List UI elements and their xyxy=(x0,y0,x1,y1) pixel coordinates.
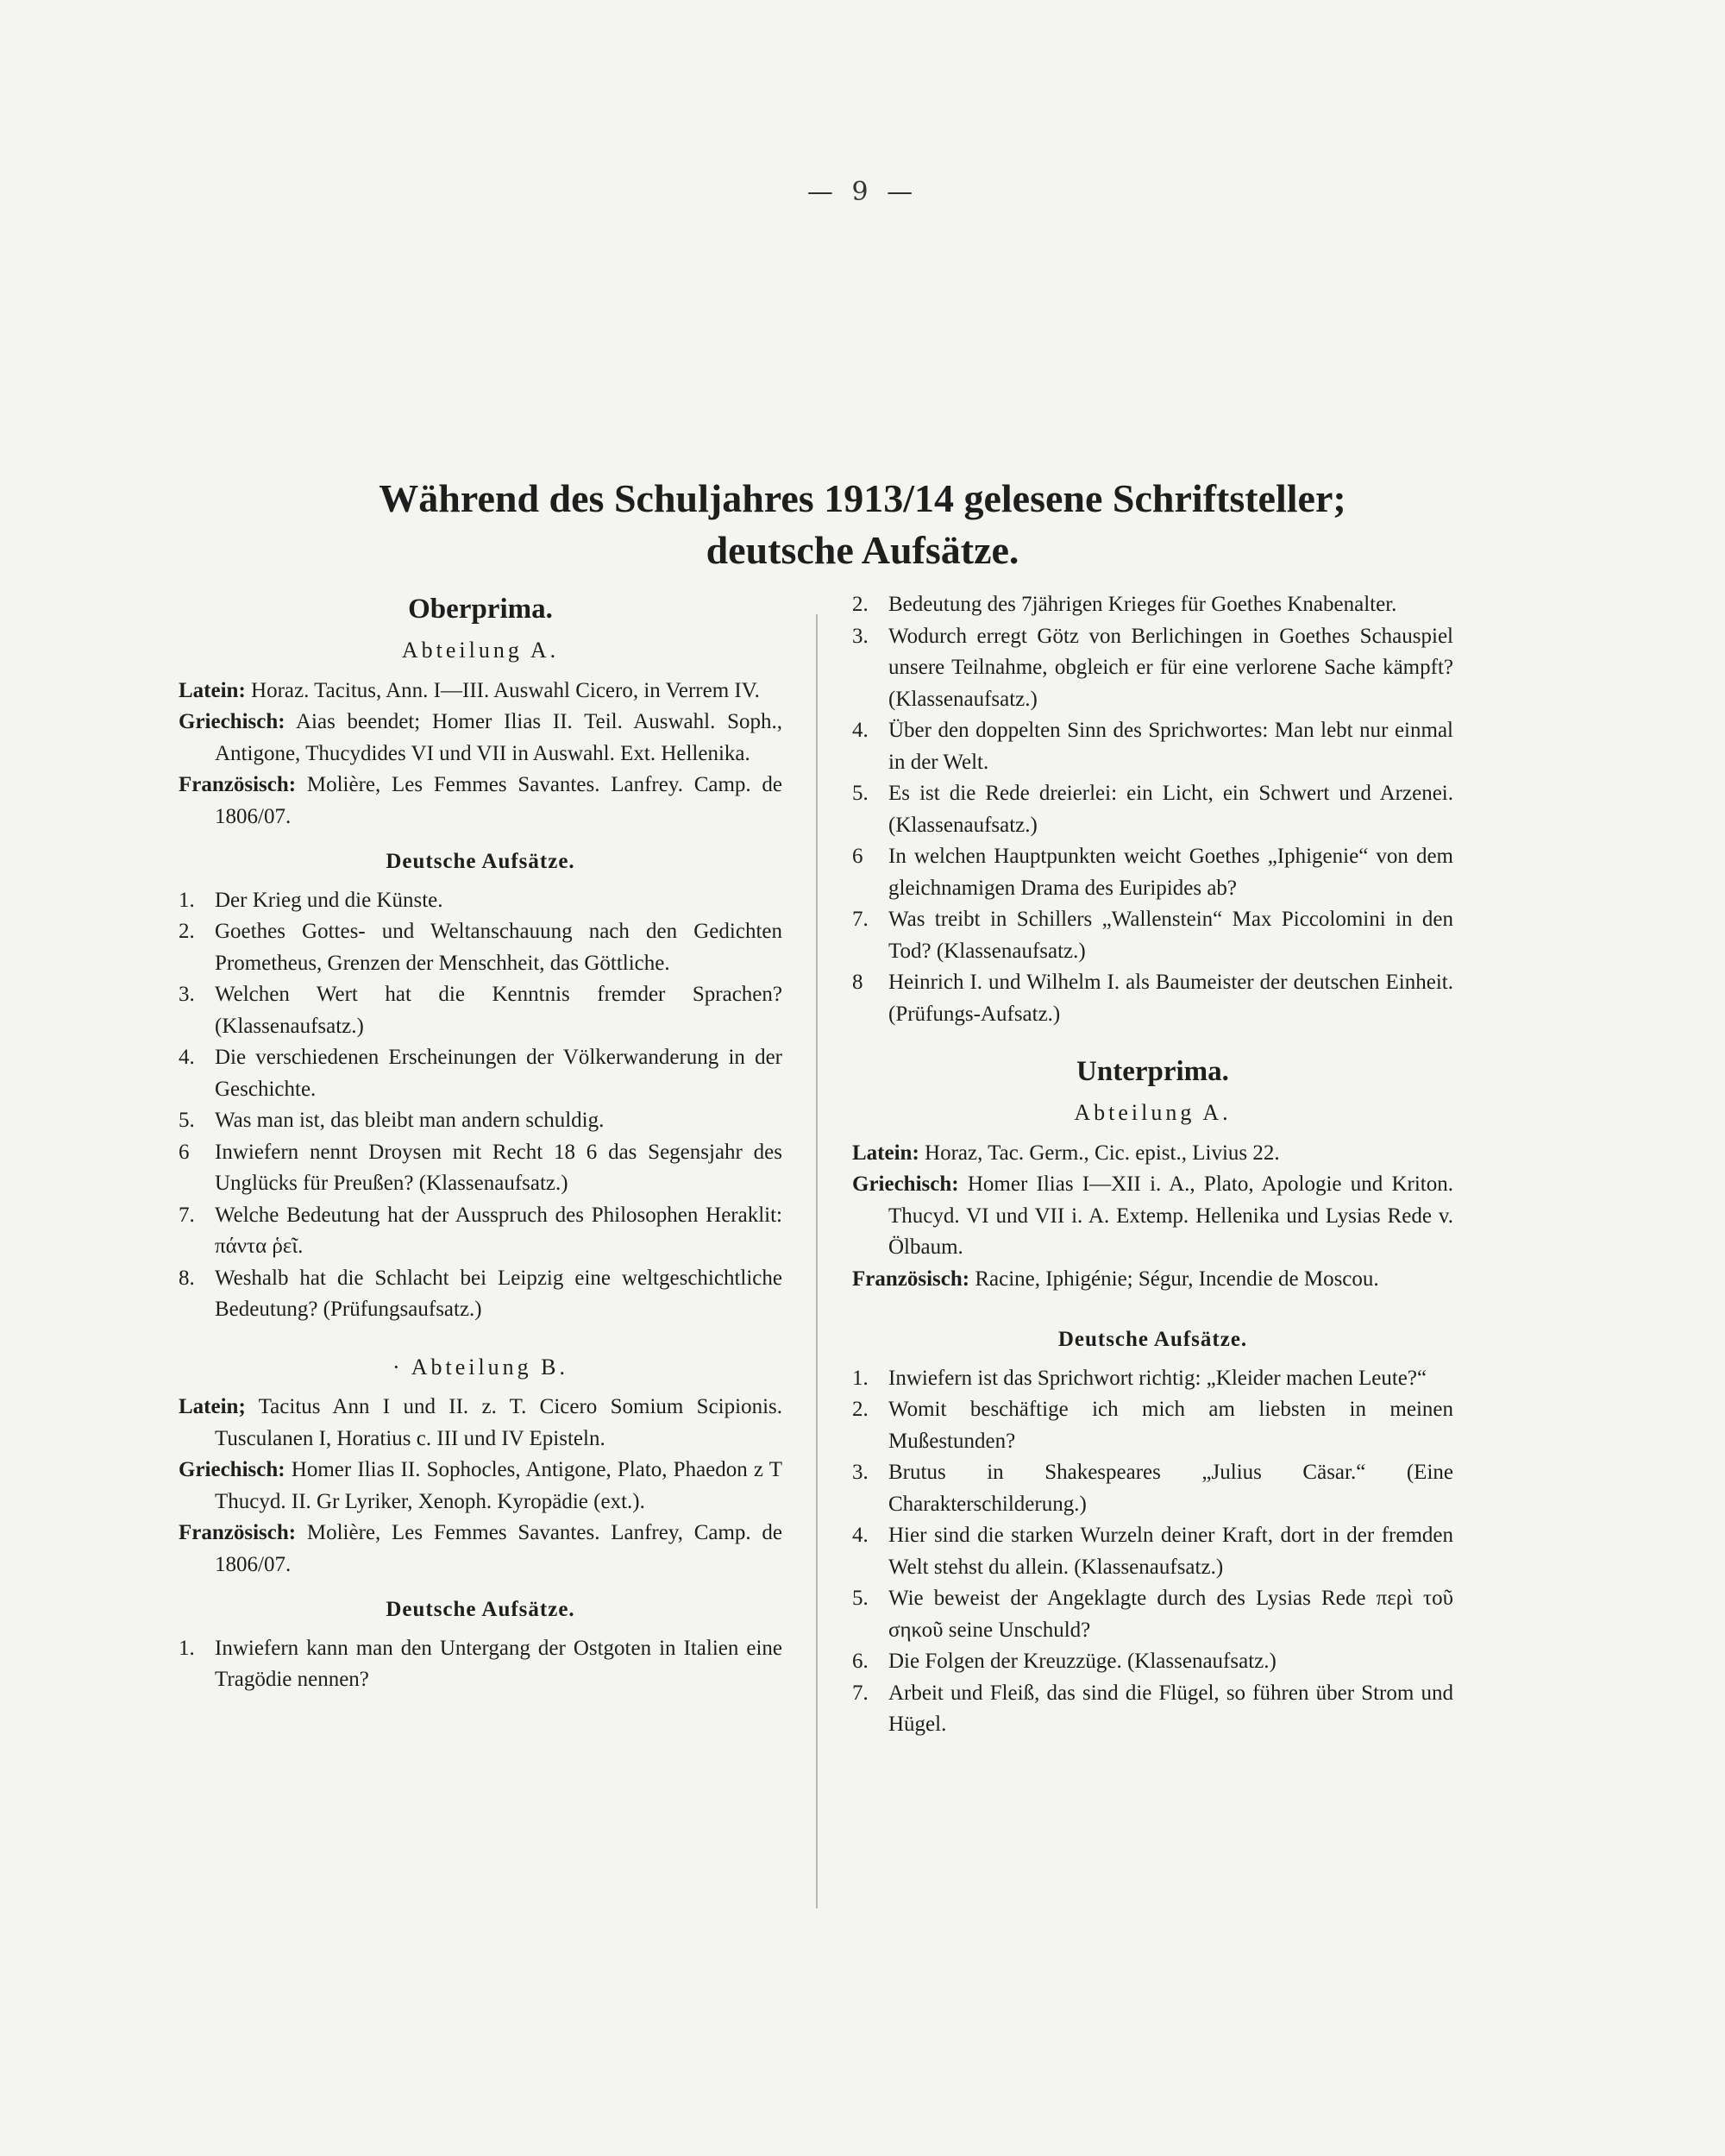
list-item: 2. Goethes Gottes- und Weltanschauung nach den Gedichten Prometheus, Grenzen der Menschheit, das Göttliche. xyxy=(179,920,782,975)
aufsaetze-list-oberprima-b-cont xyxy=(852,589,1453,1030)
subject-label: Französisch: xyxy=(179,1521,297,1544)
list-item: 7. Arbeit und Fleiß, das sind die Flügel, so führen über Strom und Hügel. xyxy=(852,1681,1453,1736)
subject-griechisch xyxy=(179,1455,782,1518)
list-item: 6. Die Folgen der Kreuzzüge. (Klassenaufsatz.) xyxy=(852,1650,1276,1673)
subject-label: Griechisch: xyxy=(179,1458,285,1481)
list-item: 3. Wodurch erregt Götz von Berlichingen in Goethes Schauspiel unsere Teilnahme, obgleich er für eine verlorene Sache kämpft? (Klassenaufsatz.) xyxy=(852,624,1453,711)
aufsaetze-heading: Deutsche Aufsätze. xyxy=(386,1598,575,1621)
subject-latein xyxy=(179,1392,782,1455)
list-item: 4. Hier sind die starken Wurzeln deiner Kraft, dort in der fremden Welt stehst du allein. (Klassenaufsatz.) xyxy=(852,1524,1453,1579)
subject-text: Homer Ilias I—XII i. A., Plato, Apologie und Kriton. Thucyd. VI und VII i. A. Extemp. Hellenika und Lysias Rede v. Ölbaum. xyxy=(888,1172,1453,1259)
abteilung-a-heading: Abteilung A. xyxy=(1074,1100,1232,1125)
subject-latein xyxy=(179,676,782,707)
subject-label: Griechisch: xyxy=(179,710,285,733)
list-item: 3. Welchen Wert hat die Kenntnis fremder Sprachen? (Klassenaufsatz.) xyxy=(179,983,782,1038)
list-item: 8 Heinrich I. und Wilhelm I. als Baumeister der deutschen Einheit. (Prüfungs-Aufsatz.) xyxy=(852,971,1453,1026)
title-line-2: deutsche Aufsätze. xyxy=(706,528,1019,572)
subject-text: Molière, Les Femmes Savantes. Lanfrey, Camp. de 1806/07. xyxy=(215,1521,783,1576)
subject-label: Griechisch: xyxy=(852,1172,959,1196)
left-column xyxy=(179,587,782,1696)
subject-label: Latein; xyxy=(179,1395,246,1418)
abteilung-a-heading: Abteilung A. xyxy=(401,638,560,663)
list-item: 1. Inwiefern ist das Sprichwort richtig: „Kleider machen Leute?“ xyxy=(852,1366,1427,1390)
subject-label: Latein: xyxy=(179,678,246,702)
section-heading-oberprima: Oberprima. xyxy=(408,594,553,625)
list-item: 5. Was man ist, das bleibt man andern schuldig. xyxy=(179,1109,605,1132)
subject-text: Horaz, Tac. Germ., Cic. epist., Livius 22. xyxy=(925,1141,1280,1165)
subject-franzoesisch xyxy=(852,1264,1453,1296)
list-item: 7. Welche Bedeutung hat der Ausspruch des Philosophen Heraklit: πάντα ῥεῖ. xyxy=(179,1203,782,1258)
subject-franzoesisch xyxy=(179,770,782,833)
page-title xyxy=(129,473,1596,576)
subject-label: Französisch: xyxy=(852,1267,970,1291)
right-column xyxy=(852,589,1453,1741)
aufsaetze-heading: Deutsche Aufsätze. xyxy=(386,850,575,873)
list-item: 1. Inwiefern kann man den Untergang der Ostgoten in Italien eine Tragödie nennen? xyxy=(179,1636,782,1691)
subject-griechisch xyxy=(179,707,782,770)
list-item: 4. Über den doppelten Sinn des Sprichwortes: Man lebt nur einmal in der Welt. xyxy=(852,719,1453,774)
list-item: 6 In welchen Hauptpunkten weicht Goethes „Iphigenie“ von dem gleichnamigen Drama des Euripides ab? xyxy=(852,845,1453,900)
list-item: 4. Die verschiedenen Erscheinungen der Völkerwanderung in der Geschichte. xyxy=(179,1046,782,1101)
list-item: 2. Bedeutung des 7jährigen Krieges für Goethes Knabenalter. xyxy=(852,593,1397,616)
list-item: 3. Brutus in Shakespeares „Julius Cäsar.“ (Eine Charakterschilderung.) xyxy=(852,1461,1453,1516)
aufsaetze-list-oberprima-b-start xyxy=(179,1633,782,1696)
subject-latein xyxy=(852,1138,1453,1170)
aufsaetze-list-oberprima-a xyxy=(179,885,782,1326)
subject-text: Homer Ilias II. Sophocles, Antigone, Plato, Phaedon z T Thucyd. II. Gr Lyriker, Xenoph. Kyropädie (ext.). xyxy=(215,1458,783,1513)
subject-text: Aias beendet; Homer Ilias II. Teil. Auswahl. Soph., Antigone, Thucydides VI und VII in Auswahl. Ext. Hellenika. xyxy=(215,710,782,765)
list-item: 6 Inwiefern nennt Droysen mit Recht 18 6 das Segensjahr des Unglücks für Preußen? (Klassenaufsatz.) xyxy=(179,1140,782,1195)
subject-franzoesisch xyxy=(179,1518,782,1581)
list-item: 5. Wie beweist der Angeklagte durch des Lysias Rede περὶ τοῦ σηκοῦ seine Unschuld? xyxy=(852,1587,1453,1642)
subject-label: Latein: xyxy=(852,1141,919,1165)
abteilung-b-heading: · Abteilung B. xyxy=(392,1354,569,1380)
list-item: 2. Womit beschäftige ich mich am liebsten in meinen Mußestunden? xyxy=(852,1398,1453,1453)
subject-griechisch xyxy=(852,1169,1453,1264)
subject-text: Molière, Les Femmes Savantes. Lanfrey. Camp. de 1806/07. xyxy=(215,773,783,828)
column-divider xyxy=(816,614,818,1908)
list-item: 1. Der Krieg und die Künste. xyxy=(179,888,443,912)
subject-text: Racine, Iphigénie; Ségur, Incendie de Moscou. xyxy=(975,1267,1379,1291)
title-line-1: Während des Schuljahres 1913/14 gelesene Schriftsteller; xyxy=(379,476,1346,520)
aufsaetze-list-unterprima-a xyxy=(852,1363,1453,1741)
subject-text: Tacitus Ann I und II. z. T. Cicero Somium Scipionis. Tusculanen I, Horatius c. III und IV Episteln. xyxy=(215,1395,782,1450)
list-item: 7. Was treibt in Schillers „Wallenstein“ Max Piccolomini in den Tod? (Klassenaufsatz.) xyxy=(852,908,1453,963)
subject-text: Horaz. Tacitus, Ann. I—III. Auswahl Cicero, in Verrem IV. xyxy=(251,678,760,702)
section-heading-unterprima: Unterprima. xyxy=(1076,1056,1229,1087)
page-number: — 9 — xyxy=(806,177,919,207)
aufsaetze-heading: Deutsche Aufsätze. xyxy=(1057,1328,1248,1351)
subject-label: Französisch: xyxy=(179,773,297,796)
list-item: 5. Es ist die Rede dreierlei: ein Licht, ein Schwert und Arzenei. (Klassenaufsatz.) xyxy=(852,782,1453,837)
list-item: 8. Weshalb hat die Schlacht bei Leipzig eine weltgeschichtliche Bedeutung? (Prüfungsaufsatz.) xyxy=(179,1266,782,1321)
